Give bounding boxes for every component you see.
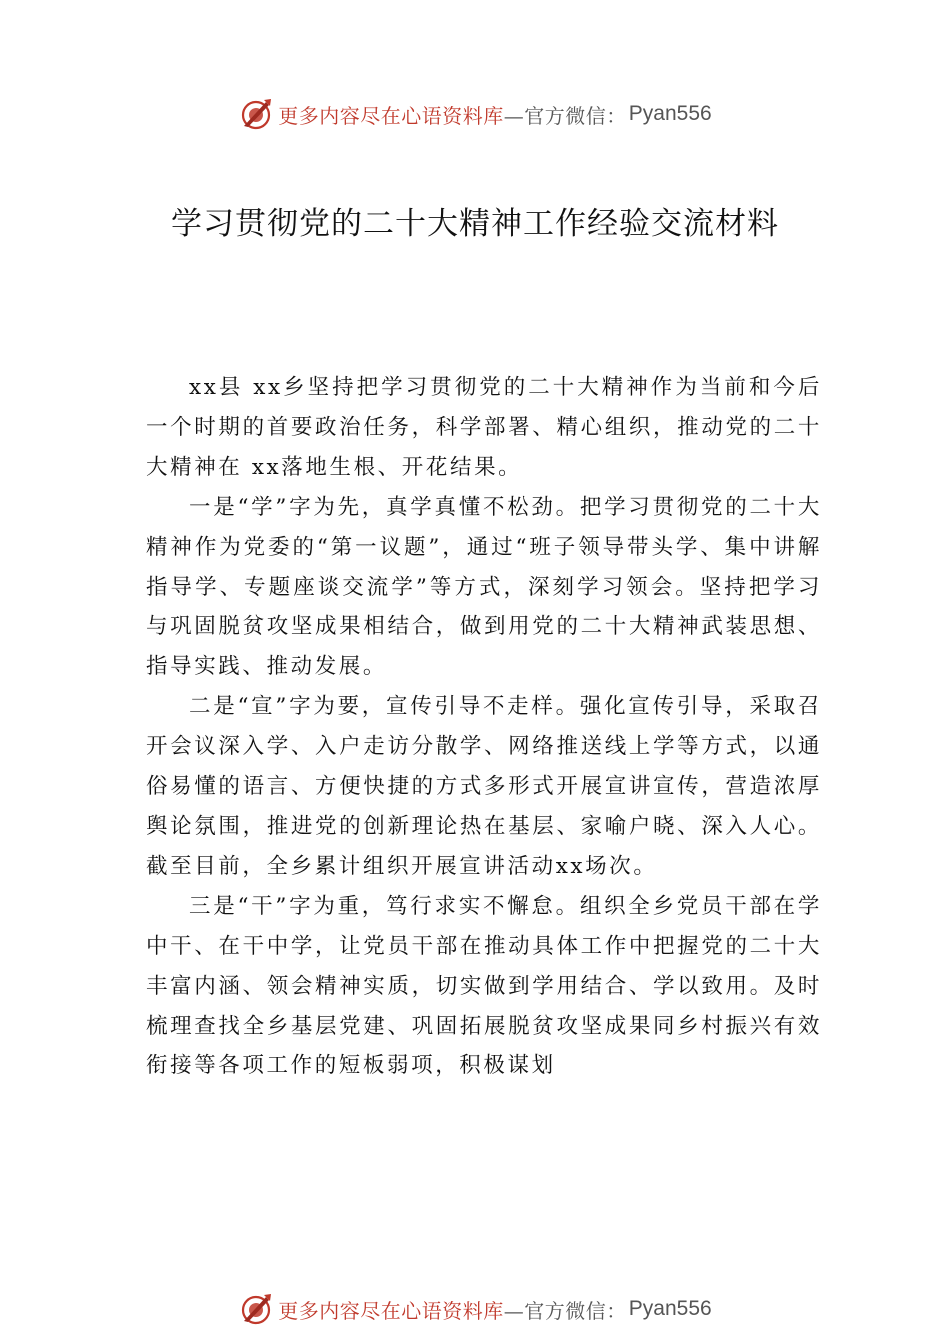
banner-site-name: 更多内容尽在心语资料库	[278, 103, 504, 128]
paragraph-intro: xx县 xx乡坚持把学习贯彻党的二十大精神作为当前和今后一个时期的首要政治任务，科学部署、精心组织，推动党的二十大精神在 xx落地生根、开花结果。	[146, 375, 822, 480]
banner-wechat-label: —官方微信：	[503, 1298, 627, 1323]
document-body	[146, 368, 822, 1086]
paragraph-publicity: 二是“宣”字为要，宣传引导不走样。强化宣传引导，采取召开会议深入学、入户走访分散学、网络推送线上学等方式，以通俗易懂的语言、方便快捷的方式多形式开展宣讲宣传，营造浓厚舆论氛围，推进党的创新理论热在基层、家喻户晓、深入人心。截至目前，全乡累计组织开展宣讲活动xx场次。	[146, 694, 822, 879]
paragraph-action: 三是“干”字为重，笃行求实不懈怠。组织全乡党员干部在学中干、在干中学，让党员干部在推动具体工作中把握党的二十大丰富内涵、领会精神实质，切实做到学用结合、学以致用。及时梳理查找全乡基层党建、巩固拓展脱贫攻坚成果同乡村振兴有效衔接等各项工作的短板弱项，积极谋划	[146, 893, 822, 1079]
banner-wechat-id: Pyan556	[628, 102, 712, 125]
footer-banner	[0, 1289, 950, 1329]
banner-site-name: 更多内容尽在心语资料库	[278, 1298, 504, 1323]
paragraph-study: 一是“学”字为先，真学真懂不松劲。把学习贯彻党的二十大精神作为党委的“第一议题”，通过“班子领导带头学、集中讲解指导学、专题座谈交流学”等方式，深刻学习领会。坚持把学习与巩固脱贫攻坚成果相结合，做到用党的二十大精神武装思想、指导实践、推动发展。	[146, 494, 822, 680]
document-title: 学习贯彻党的二十大精神工作经验交流材料	[171, 206, 779, 242]
quill-pen-seal-icon	[238, 1291, 274, 1327]
banner-wechat-id: Pyan556	[628, 1297, 712, 1320]
quill-pen-seal-icon	[238, 96, 274, 132]
header-banner	[0, 94, 950, 134]
banner-wechat-label: —官方微信：	[503, 103, 627, 128]
